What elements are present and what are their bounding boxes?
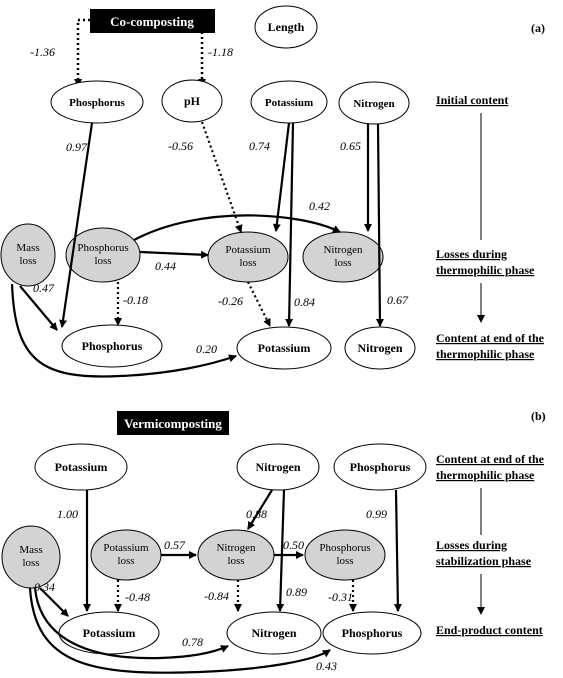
coef-b-mass-n: 0.78	[182, 635, 203, 649]
node-phosphorus-loss-a-l1: Phosphorus	[77, 242, 129, 254]
coef-b-kloss-nloss: 0.57	[164, 538, 185, 552]
coef-b-mass-k: 0.34	[34, 580, 55, 594]
node-nitrogen-loss-b-l1: Nitrogen	[216, 542, 256, 554]
node-potassium-loss-b-l2: loss	[117, 555, 135, 567]
coef-mass-k: 0.20	[196, 342, 217, 356]
coef-ploss-nloss: 0.42	[309, 199, 330, 213]
coef-ploss-phos: -0.18	[123, 293, 148, 307]
coef-b-nloss-n: -0.84	[204, 589, 229, 603]
node-potassium-loss-b-l1: Potassium	[103, 542, 149, 554]
node-potassium-start-b-label: Potassium	[54, 460, 108, 474]
coef-cc-phos: -1.36	[30, 45, 55, 59]
coef-mass-phos: 0.47	[33, 281, 54, 295]
panel-b	[2, 409, 546, 673]
panel-b-tag: (b)	[531, 409, 546, 423]
node-potassium-end-a-label: Potassium	[257, 341, 311, 355]
node-phosphorus-loss-b-l1: Phosphorus	[319, 542, 371, 554]
stage-start-b-l1: Content at end of the	[436, 452, 544, 466]
stage-losses-a-l2: thermophilic phase	[436, 263, 535, 277]
coef-ploss-kloss: 0.44	[155, 259, 176, 273]
node-potassium-end-b-label: Potassium	[82, 626, 136, 640]
coef-n-init-nloss: 0.65	[340, 139, 361, 153]
node-length-label: Length	[267, 20, 305, 34]
node-mass-loss-b-l2: loss	[22, 557, 40, 569]
node-mass-loss-a-l1: Mass	[16, 242, 40, 254]
node-nitrogen-end-a-label: Nitrogen	[357, 341, 403, 355]
stage-start-b-l2: thermophilic phase	[436, 468, 535, 482]
coef-b-mass-p: 0.43	[316, 659, 337, 673]
stage-end-b: End-product content	[436, 623, 543, 637]
coef-b-n-start-n: 0.89	[286, 585, 307, 599]
coef-ph-kloss: -0.56	[168, 139, 193, 153]
panel-a	[1, 6, 545, 376]
node-nitrogen-end-b-label: Nitrogen	[251, 626, 297, 640]
node-potassium-initial-label: Potassium	[264, 97, 314, 109]
node-phosphorus-initial-label: Phosphorus	[69, 97, 125, 109]
node-nitrogen-loss-a-l1: Nitrogen	[323, 244, 363, 256]
stage-initial-content: Initial content	[436, 93, 509, 107]
panel-b-dotted-edges	[118, 580, 353, 611]
coef-b-ploss-p: -0.31	[328, 590, 353, 604]
node-ph-label: pH	[183, 94, 201, 108]
coef-k-init-kloss: 0.74	[249, 139, 270, 153]
node-nitrogen-loss-a-l2: loss	[334, 257, 352, 269]
node-phosphorus-end-a-label: Phosphorus	[81, 339, 143, 353]
coef-b-k-start-end: 1.00	[57, 507, 78, 521]
node-nitrogen-loss-b-l2: loss	[227, 555, 245, 567]
stage-losses-b-l1: Losses during	[436, 538, 508, 552]
coef-b-n-start-nloss: 0.88	[246, 507, 267, 521]
node-potassium-loss-a-l1: Potassium	[225, 244, 271, 256]
coef-cc-ph: -1.18	[208, 45, 233, 59]
node-potassium-loss-a-l2: loss	[239, 257, 257, 269]
node-phosphorus-loss-b-l2: loss	[336, 555, 354, 567]
node-phosphorus-loss-a-l2: loss	[94, 255, 112, 267]
stage-losses-b-l2: stabilization phase	[436, 554, 532, 568]
node-phosphorus-end-b-label: Phosphorus	[341, 626, 403, 640]
coef-kloss-k: -0.26	[218, 294, 243, 308]
coef-b-nloss-ploss: 0.50	[283, 538, 304, 552]
vermicomposting-header: Vermicomposting	[124, 416, 222, 431]
panel-a-tag: (a)	[531, 21, 545, 35]
stage-end-a-l2: thermophilic phase	[436, 347, 535, 361]
node-mass-loss-b-l1: Mass	[19, 544, 43, 556]
node-mass-loss-a-l2: loss	[19, 255, 37, 267]
stage-losses-a-l1: Losses during	[436, 247, 508, 261]
coef-k-init-k: 0.84	[294, 295, 315, 309]
co-composting-header: Co-composting	[110, 14, 194, 29]
coef-phos-init-end: 0.97	[66, 140, 87, 154]
node-nitrogen-initial-label: Nitrogen	[353, 98, 395, 110]
node-nitrogen-start-b-label: Nitrogen	[255, 460, 301, 474]
coef-n-init-n: 0.67	[387, 293, 408, 307]
node-phosphorus-start-b-label: Phosphorus	[349, 460, 411, 474]
stage-end-a-l1: Content at end of the	[436, 331, 544, 345]
coef-b-kloss-k: -0.48	[125, 590, 150, 604]
coef-b-p-start-end: 0.99	[366, 507, 387, 521]
